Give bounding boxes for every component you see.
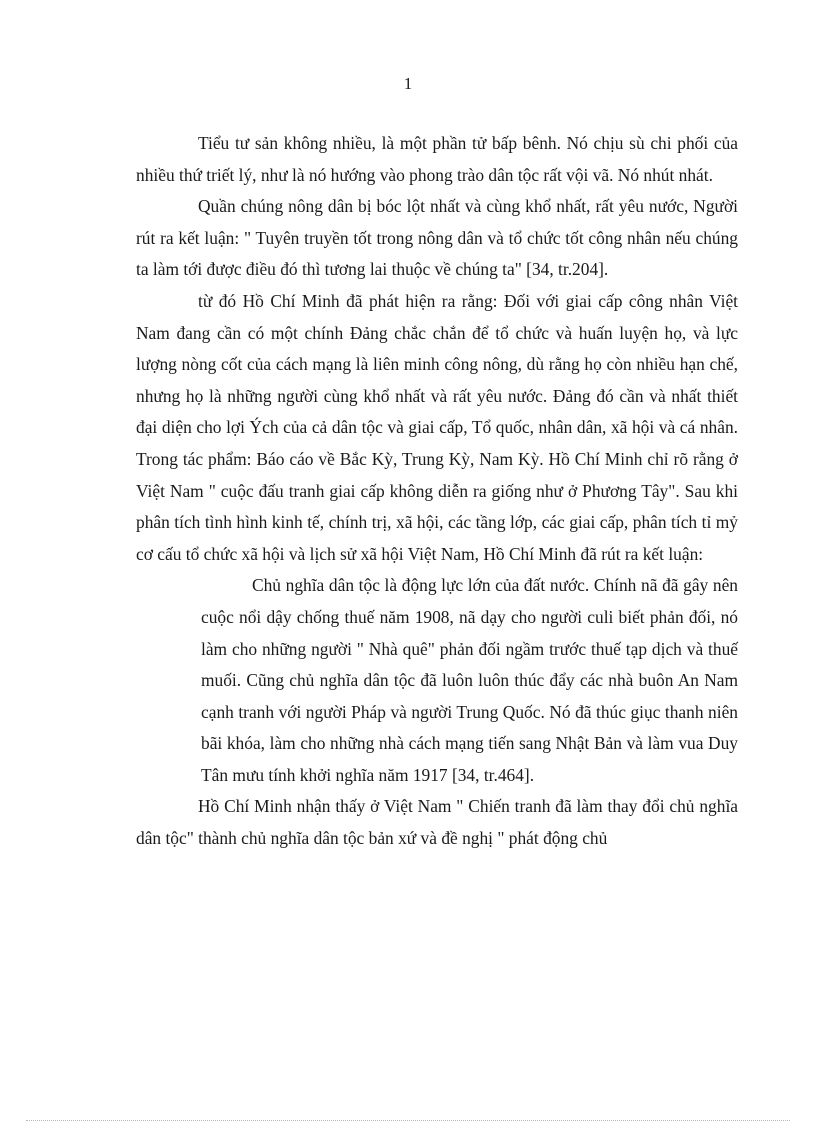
- document-body: [136, 128, 738, 855]
- page-number: 1: [403, 74, 413, 93]
- paragraph-party-analysis: từ đó Hồ Chí Minh đã phát hiện ra rằng: Đối với giai cấp công nhân Việt Nam đang cần có một chính Đảng chắc chắn để tổ chức và huấn luyện họ, và lực lượng nòng cốt của cách mạng là liên minh công nông, dù rằng họ còn nhiều hạn chế, nhưng họ là những người cùng khổ nhất và rất yêu nước. Đảng đó cần và nhất thiết đại diện cho lợi Ých của cả dân tộc và giai cấp, Tổ quốc, nhân dân, xã hội và cá nhân. Trong tác phẩm: Báo cáo về Bắc Kỳ, Trung Kỳ, Nam Kỳ. Hồ Chí Minh chỉ rõ rằng ở Việt Nam " cuộc đấu tranh giai cấp không diễn ra giống như ở Phương Tây". Sau khi phân tích tình hình kinh tế, chính trị, xã hội, các tầng lớp, các giai cấp, phân tích tỉ mỷ cơ cấu tổ chức xã hội và lịch sử xã hội Việt Nam, Hồ Chí Minh đã rút ra kết luận:: [136, 290, 738, 564]
- paragraph-peasantry: Quần chúng nông dân bị bóc lột nhất và cùng khổ nhất, rất yêu nước, Người rút ra kết luận: " Tuyên truyền tốt trong nông dân và tổ chức tốt công nhân nếu chúng ta làm tới được điều đó thì tương lai thuộc về chúng ta" [34, tr.204].: [136, 196, 738, 280]
- paragraph-petty-bourgeoisie: Tiểu tư sản không nhiều, là một phần tử bấp bênh. Nó chịu sù chi phối của nhiều thứ triết lý, như là nó hướng vào phong trào dân tộc rất vội vã. Nó nhút nhát.: [136, 133, 738, 185]
- block-quote-nationalism: Chủ nghĩa dân tộc là động lực lớn của đất nước. Chính nã đã gây nên cuộc nổi dậy chống thuế năm 1908, nã dạy cho người culi biết phản đối, nó làm cho những người " Nhà quê" phản đối ngầm trước thuế tạp dịch và thuế muối. Cũng chủ nghĩa dân tộc đã luôn luôn thúc đẩy các nhà buôn An Nam cạnh tranh với người Pháp và người Trung Quốc. Nó đã thúc giục thanh niên bãi khóa, làm cho những nhà cách mạng tiến sang Nhật Bản và làm vua Duy Tân mưu tính khởi nghĩa năm 1917 [34, tr.464].: [201, 575, 738, 785]
- paragraph-closing: Hồ Chí Minh nhận thấy ở Việt Nam " Chiến tranh đã làm thay đổi chủ nghĩa dân tộc" thành chủ nghĩa dân tộc bản xứ và đề nghị " phát động chủ: [136, 796, 738, 849]
- page-bottom-divider: [26, 1120, 790, 1121]
